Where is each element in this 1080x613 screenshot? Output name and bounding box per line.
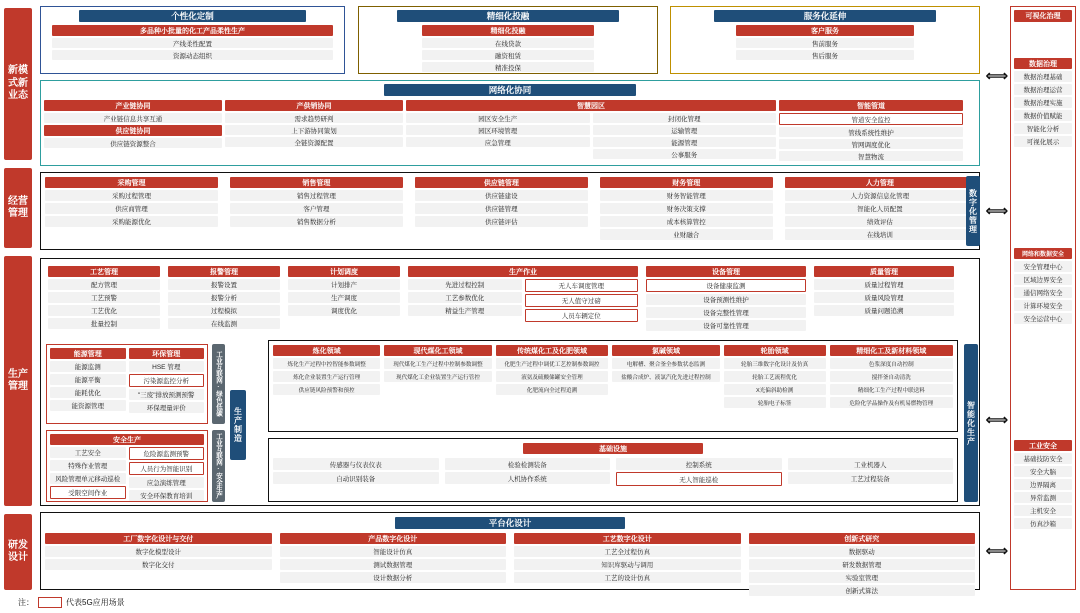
item-formula-mgmt: 配方管理 (48, 279, 160, 290)
spine-label: 新模式新业态 (8, 65, 28, 102)
item-closed-mgmt: 封闭化管理 (593, 113, 777, 123)
legend-swatch-5g (38, 597, 62, 608)
item-tire-process-opt: 轮胎工艺流程优化 (724, 371, 826, 382)
item-finance-smart: 财务智能管理 (600, 190, 773, 201)
block-equipment-mgmt (646, 266, 806, 331)
header-env-mgmt: 环保管理 (129, 348, 205, 359)
header-finance-mgmt: 财务管理 (600, 177, 773, 188)
item-public-service: 公事服务 (593, 149, 777, 159)
item-finance-decision: 财务决策支撑 (600, 203, 773, 214)
spine-new-business (4, 8, 32, 160)
header-tire: 轮胎领域 (724, 345, 826, 356)
item-resource-dynamic-org: 资源动态组织 (52, 50, 333, 60)
item-cost-accounting: 成本核算管控 (600, 216, 773, 227)
group-service-extension (670, 6, 980, 74)
item-business-finance-integration: 业财融合 (600, 229, 773, 240)
item-knowledge-base-driven: 知识库驱动与调用 (514, 559, 741, 570)
item-personnel-behavior-recognition: 人员行为智能识别 (129, 462, 205, 475)
header-plan-scheduling: 计划调度 (288, 266, 400, 277)
item-data-value-empower: 数据价值赋能 (1014, 110, 1072, 121)
subheader-refined-investment: 精细化投融 (422, 25, 594, 36)
arrow-production: ⟺ (985, 412, 1009, 429)
header-visual-governance: 可视化治理 (1014, 10, 1072, 22)
block-procurement-mgmt (45, 177, 218, 245)
legend-text: 代表5G应用场景 (66, 597, 125, 607)
spine-rnd (4, 514, 32, 590)
ribbon-label: 数字化管理 (968, 188, 978, 234)
header-product-digital-design: 产品数字化设计 (280, 533, 507, 544)
item-lean-production: 精益生产管理 (408, 305, 522, 316)
item-simulation-sandbox: 仿真沙箱 (1014, 518, 1072, 529)
header-process-digital-design: 工艺数字化设计 (514, 533, 741, 544)
group-safety-production (46, 430, 208, 502)
item-modern-coal-param: 现代煤化工生产过程中控制参数调整 (384, 358, 491, 369)
block-factory-digital-design (45, 533, 272, 596)
item-mixer-auto-clean: 搅拌釜自动清洗 (830, 371, 953, 382)
item-anomaly-detection: 异常监测 (1014, 492, 1072, 503)
block-supply-chain-mgmt (415, 177, 588, 245)
item-quality-process: 质量过程管理 (814, 279, 954, 290)
item-transport-mgmt: 运输管理 (593, 125, 777, 135)
ribbon-industrial-internet-safety (212, 430, 225, 502)
item-emergency-drill-mgmt: 应急演练管理 (129, 477, 205, 488)
ribbon-label: 智能化生产 (966, 400, 976, 446)
block-data-governance (1014, 58, 1072, 147)
block-process-digital-design (514, 533, 741, 596)
item-energy-resource-mgmt: 能资源管理 (50, 400, 126, 411)
item-pollution-source-monitor: 污染源监控分析 (129, 374, 205, 387)
block-network-data-security (1014, 248, 1072, 324)
item-upstream-planning: 上下游协同策划 (225, 125, 403, 135)
item-online-monitoring: 在线监测 (168, 318, 280, 329)
item-personnel-vehicle-positioning: 人员车辆定位 (525, 309, 639, 322)
block-product-digital-design (280, 533, 507, 596)
item-process-simulation: 过程模拟 (168, 305, 280, 316)
item-production-dispatch: 生产调度 (288, 292, 400, 303)
item-energy-monitoring: 能源监测 (50, 361, 126, 372)
item-equipment-reliability: 设备可靠性管理 (646, 320, 806, 331)
item-smart-design-simulation: 智能设计仿真 (280, 546, 507, 557)
item-control-system: 控制系统 (616, 458, 782, 470)
item-equipment-integrity: 设备完整性管理 (646, 307, 806, 318)
item-fertilizer-traceability: 化肥流向全过程追溯 (496, 384, 609, 395)
item-process-optimization: 工艺优化 (48, 305, 160, 316)
block-sales-mgmt (230, 177, 403, 245)
ribbon-label: 生产制造 (233, 407, 243, 443)
item-production-plan: 计划排产 (288, 279, 400, 290)
arrow-top: ⟺ (985, 68, 1009, 85)
ribbon-label: 工业互联网·绿色低碳 (215, 351, 222, 417)
header-modern-coal-chemical: 现代煤化工领域 (384, 345, 491, 356)
item-park-env: 园区环境管理 (406, 125, 590, 135)
item-fertilizer-param-control: 化肥生产过程中调优工艺控制参数调控 (496, 358, 609, 369)
header-smart-park: 智慧园区 (406, 100, 776, 111)
item-design-data-analysis: 设计数据分析 (280, 572, 507, 583)
item-process-safety: 工艺安全 (50, 447, 126, 458)
item-batch-control: 批量控制 (48, 318, 160, 329)
item-sales-analysis: 销售数据分析 (230, 216, 403, 227)
block-modern-coal-chemical (384, 345, 491, 427)
item-security-ops-center: 安全运营中心 (1014, 313, 1072, 324)
item-tire-3d-design: 轮胎三维数字化设计及仿真 (724, 358, 826, 369)
item-boundary-isolation: 边界隔离 (1014, 479, 1072, 490)
item-park-emergency: 应急管理 (406, 137, 590, 147)
block-supply-chain (225, 100, 403, 147)
item-unmanned-smart-inspection: 无人智能巡检 (616, 472, 782, 486)
item-refining-param-adjust: 炼化生产过程中控智能参数调整 (273, 358, 380, 369)
group-industry-domains (268, 340, 958, 432)
item-hcl-furnace-control: 盐酸合成炉、液氯汽化先进过程控制 (612, 371, 719, 382)
block-innovative-research (749, 533, 976, 596)
item-comm-network-security: 通信网络安全 (1014, 287, 1072, 298)
header-energy-mgmt: 能源管理 (50, 348, 126, 359)
header-equipment-mgmt: 设备管理 (646, 266, 806, 277)
header-production-operations: 生产作业 (408, 266, 638, 277)
item-env-assessment: 环保理量评价 (129, 402, 205, 413)
block-chlor-alkali (612, 345, 719, 427)
item-industrial-robot: 工业机器人 (788, 458, 954, 470)
item-three-waste-forecast: "三废"排放预测预警 (129, 389, 205, 400)
item-procurement-process: 采购过程管理 (45, 190, 218, 201)
header-platform-design: 平台化设计 (395, 517, 625, 529)
item-advanced-process-control: 先进过程控制 (408, 279, 522, 290)
item-smart-logistics: 智慧物流 (779, 151, 963, 161)
item-industry-chain-info: 产业链信息共享互通 (44, 113, 222, 123)
item-safety-env-training: 安全环保教育培训 (129, 490, 205, 501)
item-electrolyzer-monitor: 电解槽、聚合釜全参数状态监测 (612, 358, 719, 369)
item-alarm-analysis: 报警分析 (168, 292, 280, 303)
header-procurement-mgmt: 采购管理 (45, 177, 218, 188)
header-hr-mgmt: 人力管理 (785, 177, 975, 188)
item-data-gov-ops: 数据治理运营 (1014, 84, 1072, 95)
item-supplier-mgmt: 供应商管理 (45, 203, 218, 214)
item-online-training: 在线培训 (785, 229, 975, 240)
block-smart-pipeline (779, 100, 963, 161)
header-factory-digital-design: 工厂数字化设计与交付 (45, 533, 272, 544)
item-process-full-simulation: 工艺全过程仿真 (514, 546, 741, 557)
item-smart-staffing: 智能化人员配置 (785, 203, 975, 214)
item-tire-xray-detection: X光偏斜助检测 (724, 384, 826, 395)
item-ammonia-tank-safety: 液氨及硫酸储罐安全管理 (496, 371, 609, 382)
item-financial-lease: 融资租赁 (422, 50, 594, 60)
item-demand-forecast: 需求趋势研判 (225, 113, 403, 123)
item-security-brain: 安全大脑 (1014, 466, 1072, 477)
header-fine-chemical: 精细化工及新材料领域 (830, 345, 953, 356)
group-personalized-customization (40, 6, 345, 74)
header-quality-mgmt: 质量管理 (814, 266, 954, 277)
item-chain-resource-config: 全链资源配置 (225, 137, 403, 147)
arrow-platform: ⟺ (985, 543, 1009, 560)
subheader-customer-service: 客户服务 (736, 25, 914, 36)
item-supply-risk-warning: 供应链风险预警和预控 (273, 384, 380, 395)
header-process-mgmt: 工艺管理 (48, 266, 160, 277)
block-production-operations (408, 266, 638, 322)
block-traditional-coal-chemical (496, 345, 609, 427)
ribbon-production-manufacturing (230, 390, 246, 460)
item-human-machine-system: 人机协作系统 (445, 472, 611, 484)
block-industry-chain (44, 100, 222, 148)
spine-label: 经营管理 (8, 195, 28, 219)
header-data-governance: 数据治理 (1014, 58, 1072, 69)
item-supply-chain-build: 供应链建设 (415, 190, 588, 201)
item-equipment-health-monitor: 设备健康监测 (646, 279, 806, 292)
block-industrial-safety (1014, 440, 1072, 529)
header-supply-chain-collab: 供应链协同 (44, 125, 222, 136)
item-security-mgmt-center: 安全管理中心 (1014, 261, 1072, 272)
item-refining-device-ops: 炼化企业装置生产运行管理 (273, 371, 380, 382)
item-smart-analysis: 智能化分析 (1014, 123, 1072, 134)
header-supply-chain: 产供销协同 (225, 100, 403, 111)
item-data-gov-impl: 数据治理实施 (1014, 97, 1072, 108)
item-customer-mgmt: 客户管理 (230, 203, 403, 214)
item-park-safety: 园区安全生产 (406, 113, 590, 123)
item-risk-unit-inspection: 风险管理单元移动巡检 (50, 473, 126, 484)
item-rnd-data-mgmt: 研发数据管理 (749, 559, 976, 570)
legend-prefix: 注： (18, 597, 34, 607)
item-dispatch-optimization: 调度优化 (288, 305, 400, 316)
spine-production (4, 256, 32, 506)
item-pipeline-scheduling: 管网调度优化 (779, 139, 963, 149)
header-alarm-mgmt: 报警管理 (168, 266, 280, 277)
item-energy-optimization: 能耗优化 (50, 387, 126, 398)
block-quality-mgmt (814, 266, 954, 316)
item-compute-env-security: 计算环境安全 (1014, 300, 1072, 311)
header-network-data-security: 网络和数据安全 (1014, 248, 1072, 259)
item-basic-tech-defense: 基础技防安全 (1014, 453, 1072, 464)
header-industry-chain: 产业链协同 (44, 100, 222, 111)
ribbon-label: 工业互联网·安全生产 (215, 433, 222, 499)
item-region-boundary-security: 区域边界安全 (1014, 274, 1072, 285)
header-refining: 炼化领域 (273, 345, 380, 356)
item-pipeline-maintenance: 管线系统性维护 (779, 127, 963, 137)
item-visual-display: 可视化展示 (1014, 136, 1072, 147)
item-hr-informatization: 人力资源信息化管理 (785, 190, 975, 201)
item-unmanned-weighbridge: 无人值守过磅 (525, 294, 639, 307)
item-hazardous-material-mgmt: 危险化学品操作及有机易燃物管理 (830, 397, 953, 408)
ribbon-intelligent-manufacturing (964, 344, 978, 502)
item-sales-process: 销售过程管理 (230, 190, 403, 201)
ribbon-digital-management (966, 176, 980, 246)
item-tire-electronic-tag: 轮胎电子标签 (724, 397, 826, 408)
item-innovative-algorithm: 创新式算法 (749, 585, 976, 596)
item-test-data-mgmt: 测试数据管理 (280, 559, 507, 570)
header-sales-mgmt: 销售管理 (230, 177, 403, 188)
item-online-loan: 在线贷款 (422, 38, 594, 48)
spine-label: 研发设计 (8, 539, 28, 563)
ribbon-industrial-internet-green (212, 344, 225, 424)
block-refining (273, 345, 380, 427)
item-performance-eval: 绩效评估 (785, 216, 975, 227)
item-supply-chain-resource: 供应链资源整合 (44, 138, 222, 148)
item-data-driven: 数据驱动 (749, 546, 976, 557)
item-alarm-setting: 报警设置 (168, 279, 280, 290)
group-energy-env (46, 344, 208, 424)
item-aftersales-service: 售后服务 (736, 50, 914, 60)
item-color-paste-control: 色浆深度自动控制 (830, 358, 953, 369)
group-infrastructure (268, 438, 958, 502)
block-fine-chemical (830, 345, 953, 427)
block-tire (724, 345, 826, 427)
spine-label: 生产管理 (8, 368, 28, 392)
item-pipeline-safety-monitor: 管道安全监控 (779, 113, 963, 125)
item-hse-mgmt: HSE 管理 (129, 361, 205, 372)
header-chlor-alkali: 氯碱领域 (612, 345, 719, 356)
item-host-security: 主机安全 (1014, 505, 1072, 516)
block-hr-mgmt (785, 177, 975, 245)
item-digital-model-design: 数字化模型设计 (45, 546, 272, 557)
item-multi-variety-production: 多品种小批量的化工产品柔性生产 (52, 25, 333, 36)
item-digital-delivery: 数字化交付 (45, 559, 272, 570)
item-flexible-line-config: 产线柔性配置 (52, 38, 333, 48)
item-process-warning: 工艺预警 (48, 292, 160, 303)
item-process-equipment: 工艺过程装备 (788, 472, 954, 484)
block-finance-mgmt (600, 177, 773, 245)
item-precise-insurance: 精准投保 (422, 62, 594, 72)
group-network-collaboration (40, 80, 980, 166)
item-equipment-predictive-maint: 设备预测性维护 (646, 294, 806, 305)
item-presales-service: 售前服务 (736, 38, 914, 48)
item-unmanned-vehicle-dispatch: 无人车调度管理 (525, 279, 639, 292)
header-smart-pipeline: 智能管道 (779, 100, 963, 111)
header-service-extension: 服务化延伸 (714, 10, 936, 22)
item-confined-space-operation: 受限空间作业 (50, 486, 126, 499)
item-auto-identification: 自动识别装备 (273, 472, 439, 484)
item-quality-risk: 质量风险管理 (814, 292, 954, 303)
block-alarm-mgmt (168, 266, 280, 329)
header-industrial-safety: 工业安全 (1014, 440, 1072, 451)
item-supply-chain-manage: 供应链管理 (415, 203, 588, 214)
item-fine-chemical-feeding: 精细化工生产过程中联送料 (830, 384, 953, 395)
header-traditional-coal-chemical: 传统煤化工及化肥领域 (496, 345, 609, 356)
header-safety-production: 安全生产 (50, 434, 204, 445)
block-plan-scheduling (288, 266, 400, 316)
header-supply-chain-mgmt: 供应链管理 (415, 177, 588, 188)
header-infrastructure: 基础设施 (523, 443, 703, 454)
group-platform-design (40, 512, 980, 595)
spine-operations (4, 168, 32, 248)
item-modern-coal-device: 现代煤化工企业装置生产运行管控 (384, 371, 491, 382)
item-inspection-equipment: 检验检测装备 (445, 458, 611, 470)
item-data-gov-basic: 数据治理基础 (1014, 71, 1072, 82)
group-operations-management (40, 172, 980, 250)
block-smart-park (406, 100, 776, 159)
item-process-design-simulation: 工艺的设计仿真 (514, 572, 741, 583)
group-refined-investment (358, 6, 658, 74)
header-personalized-customization: 个性化定制 (79, 10, 306, 22)
item-hazard-source-warning: 危险源监测预警 (129, 447, 205, 460)
item-energy-mgmt-park: 能源管理 (593, 137, 777, 147)
header-innovative-research: 创新式研究 (749, 533, 976, 544)
header-network-collaboration: 网络化协同 (384, 84, 636, 96)
item-procurement-energy-opt: 采购能源优化 (45, 216, 218, 227)
item-sensors-instruments: 传感器与仪表仪表 (273, 458, 439, 470)
legend (18, 596, 238, 608)
block-process-mgmt (48, 266, 160, 329)
item-supply-chain-eval: 供应链评估 (415, 216, 588, 227)
item-process-param-opt: 工艺参数优化 (408, 292, 522, 303)
item-special-operation-mgmt: 特殊作业管理 (50, 460, 126, 471)
arrow-operations: ⟺ (985, 203, 1009, 220)
item-energy-balance: 能源平衡 (50, 374, 126, 385)
item-quality-traceability: 质量问题追溯 (814, 305, 954, 316)
header-refined-investment: 精细化投融 (397, 10, 619, 22)
item-lab-mgmt: 实验室管理 (749, 572, 976, 583)
